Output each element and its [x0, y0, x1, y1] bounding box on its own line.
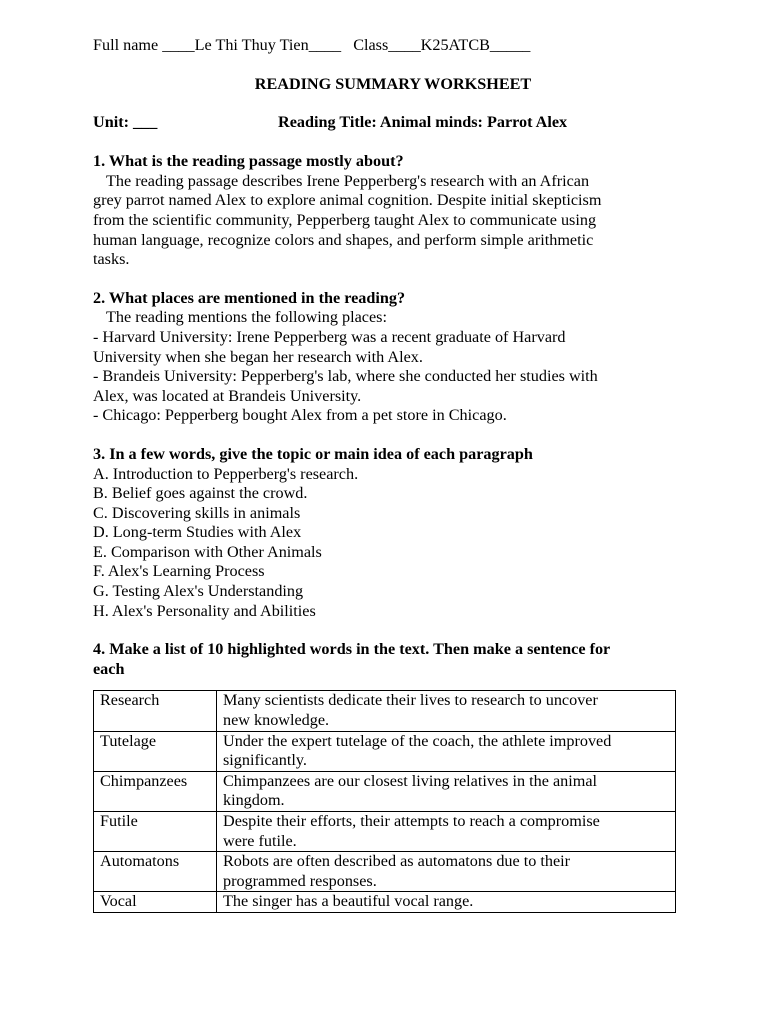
sentence-line: were futile. — [223, 831, 297, 850]
paragraph-topic-item: C. Discovering skills in animals — [93, 503, 301, 522]
answer-2-line: - Harvard University: Irene Pepperberg was a recent graduate of Harvard — [93, 327, 566, 346]
answer-2-intro: The reading mentions the following places: — [106, 308, 387, 327]
vocab-sentence-cell — [217, 892, 676, 913]
vocab-sentence-cell — [217, 691, 676, 731]
answer-2-line: - Chicago: Pepperberg bought Alex from a pet store in Chicago. — [93, 406, 507, 425]
table-row — [94, 852, 676, 892]
question-4-line: 4. Make a list of 10 highlighted words in the text. Then make a sentence for — [93, 640, 611, 659]
sentence-line: Robots are often described as automatons due to their — [223, 852, 571, 871]
sentence-line: Under the expert tutelage of the coach, the athlete improved — [223, 731, 612, 750]
table-row — [94, 771, 676, 811]
answer-2-line: - Brandeis University: Pepperberg's lab, where she conducted her studies with — [93, 367, 598, 386]
worksheet-title: READING SUMMARY WORKSHEET — [254, 74, 532, 93]
answer-1-line: grey parrot named Alex to explore animal cognition. Despite initial skepticism — [93, 191, 602, 210]
table-row — [94, 812, 676, 852]
answer-1-line: from the scientific community, Pepperberg taught Alex to communicate using — [93, 210, 597, 229]
vocab-sentence-cell — [217, 812, 676, 852]
vocabulary-table — [93, 690, 676, 913]
paragraph-topic-item: G. Testing Alex's Understanding — [93, 582, 304, 601]
reading-title: Reading Title: Animal minds: Parrot Alex — [278, 113, 568, 132]
vocab-word-cell: Futile — [94, 812, 217, 852]
question-1-section — [93, 152, 693, 270]
question-1: 1. What is the reading passage mostly about? — [93, 152, 404, 171]
answer-1-line: The reading passage describes Irene Pepperberg's research with an African — [106, 171, 590, 190]
answer-1-line: tasks. — [93, 250, 130, 269]
sentence-line: The singer has a beautiful vocal range. — [223, 892, 474, 911]
vocab-word-cell: Chimpanzees — [94, 771, 217, 811]
answer-2-line: University when she began her research with Alex. — [93, 347, 423, 366]
vocab-word-cell: Research — [94, 691, 217, 731]
sentence-line: significantly. — [223, 751, 307, 770]
sentence-line: Despite their efforts, their attempts to reach a compromise — [223, 812, 600, 830]
vocab-word-cell: Automatons — [94, 852, 217, 892]
question-4-section — [93, 640, 693, 913]
question-2: 2. What places are mentioned in the reading? — [93, 288, 406, 307]
sentence-line: kingdom. — [223, 791, 285, 810]
vocab-word-cell: Vocal — [94, 892, 217, 913]
answer-1-line: human language, recognize colors and shapes, and perform simple arithmetic — [93, 230, 594, 249]
vocab-sentence-cell — [217, 852, 676, 892]
answer-2-line: Alex, was located at Brandeis University. — [93, 386, 362, 405]
paragraph-topic-item: B. Belief goes against the crowd. — [93, 484, 308, 503]
sentence-line: new knowledge. — [223, 711, 330, 730]
paragraph-topic-item: A. Introduction to Pepperberg's research. — [93, 464, 359, 483]
question-3: 3. In a few words, give the topic or main idea of each paragraph — [93, 444, 533, 463]
question-4-line: each — [93, 659, 125, 678]
sentence-line: Many scientists dedicate their lives to research to uncover — [223, 691, 598, 710]
unit-label: Unit: ___ — [93, 113, 158, 132]
paragraph-topic-item: D. Long-term Studies with Alex — [93, 523, 302, 542]
paragraph-topic-item: E. Comparison with Other Animals — [93, 542, 322, 561]
table-row — [94, 691, 676, 731]
student-info-line: Full name ____Le Thi Thuy Tien____ Class____K25ATCB_____ — [93, 36, 531, 54]
question-2-section — [93, 289, 693, 426]
vocab-sentence-cell — [217, 731, 676, 771]
sentence-line: programmed responses. — [223, 871, 377, 890]
vocab-word-cell: Tutelage — [94, 731, 217, 771]
question-4 — [93, 640, 693, 679]
worksheet-page — [93, 36, 693, 913]
unit-row — [93, 113, 693, 133]
table-row — [94, 892, 676, 913]
table-row — [94, 731, 676, 771]
question-3-section — [93, 445, 693, 621]
sentence-line: Chimpanzees are our closest living relatives in the animal — [223, 771, 597, 790]
paragraph-topic-item: H. Alex's Personality and Abilities — [93, 601, 316, 620]
vocab-sentence-cell — [217, 771, 676, 811]
paragraph-topic-item: F. Alex's Learning Process — [93, 562, 265, 581]
